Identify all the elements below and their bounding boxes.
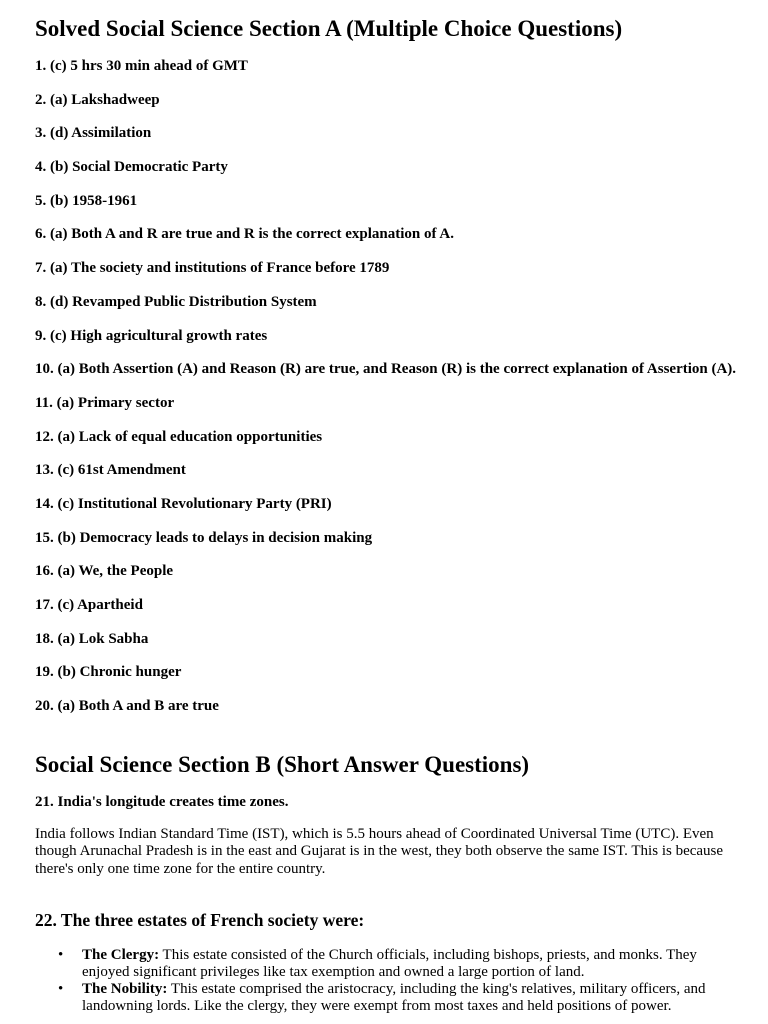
answer-item: 7. (a) The society and institutions of France before 1789 xyxy=(35,260,390,277)
section-b-title: Social Science Section B (Short Answer Questions) xyxy=(35,752,530,777)
bullet-icon: • xyxy=(58,947,64,963)
list-item xyxy=(35,981,740,1015)
answer-item: 2. (a) Lakshadweep xyxy=(35,91,160,108)
question-21-answer: India follows Indian Standard Time (IST), which is 5.5 hours ahead of Coordinated Universal Time (UTC). Even though Arunachal Pradesh is in the east and Gujarat is in the west, they both observe the same IST. This is because there's only one time zone for the entire country. xyxy=(35,826,724,877)
answer-item: 5. (b) 1958-1961 xyxy=(35,192,138,209)
list-item xyxy=(35,947,740,981)
answer-item: 10. (a) Both Assertion (A) and Reason (R) are true, and Reason (R) is the correct explanation of Assertion (A). xyxy=(35,361,737,378)
estate-term: The Clergy: xyxy=(82,947,160,963)
answer-item: 16. (a) We, the People xyxy=(35,563,174,580)
estate-description: This estate comprised the aristocracy, including the king's relatives, military officers, and landowning lords. Like the clergy, they were exempt from most taxes and held positions of power. xyxy=(82,981,706,1014)
estate-description: This estate consisted of the Church officials, including bishops, priests, and monks. They enjoyed significant privileges like tax exemption and owned a large portion of land. xyxy=(82,947,697,980)
answer-item: 13. (c) 61st Amendment xyxy=(35,462,186,479)
answer-item: 19. (b) Chronic hunger xyxy=(35,664,182,681)
estates-list xyxy=(35,947,740,1015)
answer-item: 14. (c) Institutional Revolutionary Party (PRI) xyxy=(35,495,332,512)
answer-item: 3. (d) Assimilation xyxy=(35,125,152,142)
answer-item: 15. (b) Democracy leads to delays in decision making xyxy=(35,529,373,546)
question-22-heading: 22. The three estates of French society were: xyxy=(35,910,365,930)
answer-item: 11. (a) Primary sector xyxy=(35,394,175,411)
section-a-title: Solved Social Science Section A (Multiple Choice Questions) xyxy=(35,16,623,41)
answer-item: 9. (c) High agricultural growth rates xyxy=(35,327,268,344)
answer-item: 6. (a) Both A and R are true and R is the correct explanation of A. xyxy=(35,226,455,243)
answer-item: 12. (a) Lack of equal education opportunities xyxy=(35,428,323,445)
answer-item: 1. (c) 5 hrs 30 min ahead of GMT xyxy=(35,58,248,74)
section-a-answer-list xyxy=(35,58,740,732)
question-21-heading: 21. India's longitude creates time zones. xyxy=(35,794,289,810)
answer-item: 4. (b) Social Democratic Party xyxy=(35,159,228,176)
answer-item: 18. (a) Lok Sabha xyxy=(35,630,149,647)
answer-item: 20. (a) Both A and B are true xyxy=(35,698,219,715)
answer-item: 8. (d) Revamped Public Distribution System xyxy=(35,293,317,310)
estate-term: The Nobility: xyxy=(82,981,168,997)
bullet-icon: • xyxy=(58,981,64,997)
answer-item: 17. (c) Apartheid xyxy=(35,597,143,613)
